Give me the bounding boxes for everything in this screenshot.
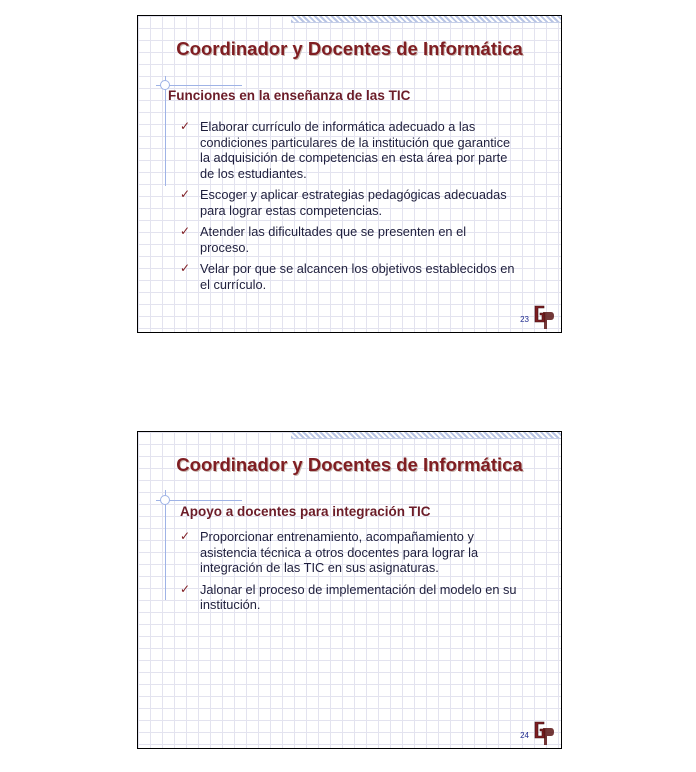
page-number: 23 <box>520 315 529 324</box>
list-item <box>178 119 518 181</box>
list-item <box>178 261 518 292</box>
check-icon: ✓ <box>180 261 191 275</box>
list-item <box>178 224 518 255</box>
page-number: 24 <box>520 731 529 740</box>
bullet-text: Velar por que se alcancen los objetivos establecidos en el currículo. <box>200 261 515 292</box>
decor-line-vertical <box>165 76 166 186</box>
check-icon: ✓ <box>180 224 191 238</box>
gp-logo-icon <box>531 300 555 330</box>
check-icon: ✓ <box>180 187 191 201</box>
slide-title: Coordinador y Docentes de Informática <box>176 38 523 59</box>
header-pattern-band <box>291 432 561 439</box>
decor-circle <box>160 495 170 505</box>
bullet-list <box>178 119 518 298</box>
bullet-list <box>178 529 518 619</box>
bullet-text: Proporcionar entrenamiento, acompañamiento y asistencia técnica a otros docentes para lograr la integración de las TIC en sus asignaturas. <box>200 529 479 575</box>
gp-logo-icon <box>531 716 555 746</box>
check-icon: ✓ <box>180 581 191 596</box>
check-icon: ✓ <box>180 119 191 133</box>
bullet-text: Jalonar el proceso de implementación del modelo en su institución. <box>200 581 517 612</box>
decor-line-vertical <box>165 490 166 600</box>
bullet-text: Elaborar currículo de informática adecuado a las condiciones particulares de la institución que garantice la adquisición de competencias en esta área por parte de los estudiantes. <box>200 119 511 181</box>
slide-title: Coordinador y Docentes de Informática <box>176 454 523 475</box>
slide-subtitle: Funciones en la enseñanza de las TIC <box>168 88 411 103</box>
check-icon: ✓ <box>180 529 191 543</box>
slide-23 <box>137 15 562 333</box>
slide-subtitle: Apoyo a docentes para integración TIC <box>180 504 431 519</box>
list-item <box>178 529 518 576</box>
header-pattern-band <box>291 16 561 23</box>
list-item <box>178 187 518 218</box>
list-item <box>178 582 518 613</box>
bullet-text: Escoger y aplicar estrategias pedagógicas adecuadas para lograr estas competencias. <box>200 187 507 218</box>
slide-24 <box>137 431 562 749</box>
bullet-text: Atender las dificultades que se presenten en el proceso. <box>200 224 467 255</box>
